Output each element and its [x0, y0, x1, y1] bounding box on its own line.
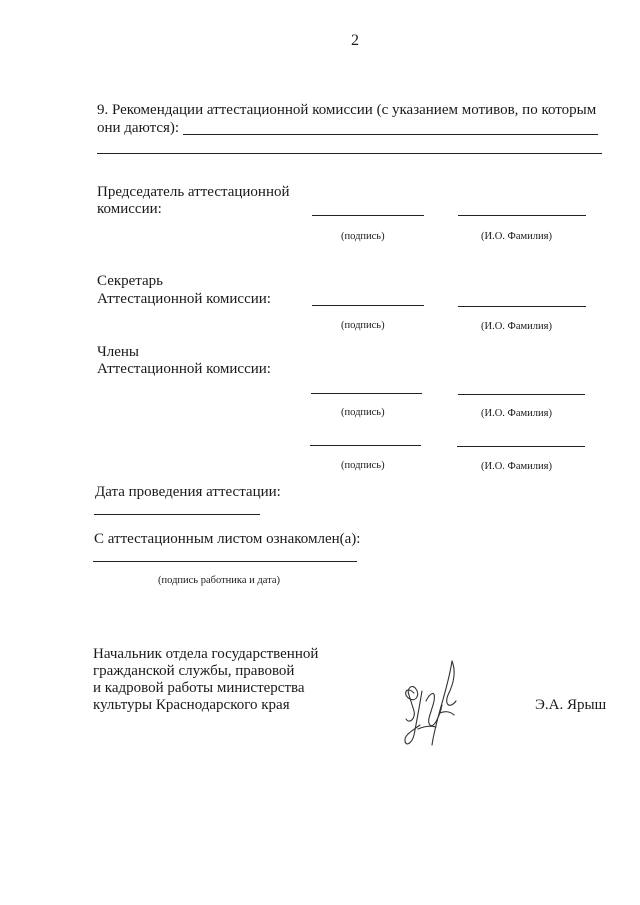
member2-name-line — [457, 446, 585, 447]
head-title-line-2: гражданской службы, правовой — [93, 663, 295, 679]
recommendations-heading: 9. Рекомендации аттестационной комиссии (с указанием мотивов, по которым — [97, 102, 597, 118]
chairman-label-cont: комиссии: — [97, 201, 162, 217]
handwritten-signature — [392, 655, 472, 755]
employee-signature-line — [93, 561, 357, 562]
secretary-name-caption: (И.О. Фамилия) — [481, 321, 552, 332]
member1-signature-caption: (подпись) — [341, 407, 385, 418]
acquainted-label: С аттестационным листом ознакомлен(а): — [94, 531, 361, 547]
recommendations-line-2 — [97, 153, 602, 154]
members-label-cont: Аттестационной комиссии: — [97, 361, 271, 377]
chairman-label: Председатель аттестационной — [97, 184, 290, 200]
chairman-signature-line — [312, 215, 424, 216]
secretary-name-line — [458, 306, 586, 307]
secretary-label: Секретарь — [97, 273, 164, 289]
attestation-date-line — [94, 514, 260, 515]
chairman-signature-caption: (подпись) — [341, 231, 385, 242]
member2-name-caption: (И.О. Фамилия) — [481, 461, 552, 472]
recommendations-heading-cont: они даются): — [97, 120, 180, 136]
employee-signature-caption: (подпись работника и дата) — [158, 575, 280, 586]
recommendations-line-1 — [183, 134, 598, 135]
head-name: Э.А. Ярыш — [535, 697, 607, 713]
chairman-name-caption: (И.О. Фамилия) — [481, 231, 552, 242]
page-number: 2 — [351, 32, 359, 49]
member1-name-caption: (И.О. Фамилия) — [481, 408, 552, 419]
head-title-line-3: и кадровой работы министерства — [93, 680, 305, 696]
secretary-signature-line — [312, 305, 424, 306]
head-title-line-1: Начальник отдела государственной — [93, 646, 319, 662]
secretary-signature-caption: (подпись) — [341, 320, 385, 331]
members-label: Члены — [97, 344, 139, 360]
head-title-line-4: культуры Краснодарского края — [93, 697, 290, 713]
chairman-name-line — [458, 215, 586, 216]
secretary-label-cont: Аттестационной комиссии: — [97, 291, 271, 307]
member2-signature-line — [310, 445, 421, 446]
member2-signature-caption: (подпись) — [341, 460, 385, 471]
member1-name-line — [458, 394, 585, 395]
member1-signature-line — [311, 393, 422, 394]
attestation-date-label: Дата проведения аттестации: — [95, 484, 281, 500]
